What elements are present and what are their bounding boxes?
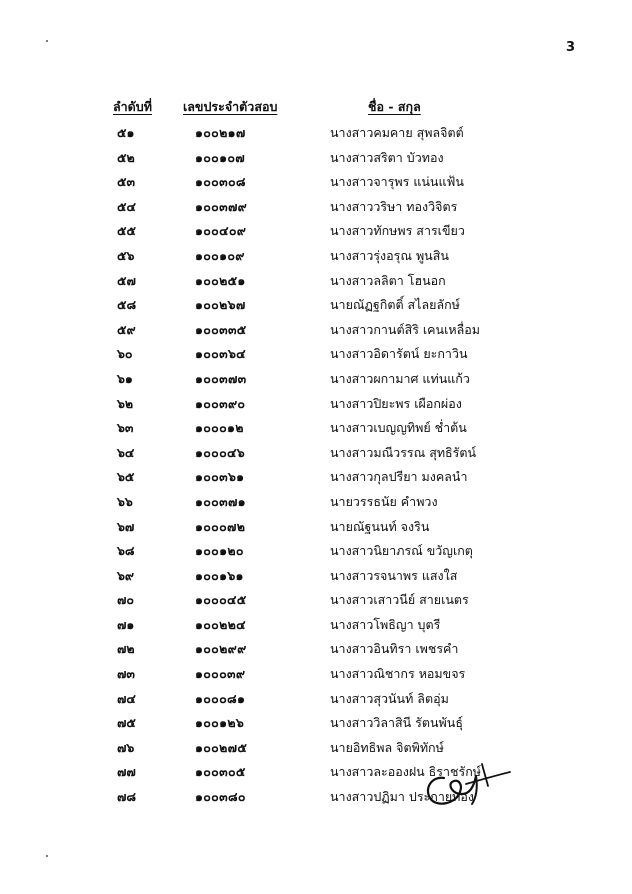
header-full-name: ชื่อ - สกุล bbox=[368, 99, 421, 114]
row-exam-id: ๑๐๐๐๔๕ bbox=[195, 592, 247, 608]
row-exam-id: ๑๐๐๐๑๒ bbox=[195, 420, 244, 436]
row-sequence: ๗๔ bbox=[117, 690, 136, 706]
row-exam-id: ๑๐๐๐๗๒ bbox=[195, 518, 246, 534]
row-sequence: ๕๑ bbox=[117, 125, 135, 140]
row-full-name: นางสาวรุ่งอรุณ พูนสิน bbox=[330, 247, 449, 263]
table-row bbox=[0, 587, 632, 612]
table-row bbox=[0, 169, 632, 194]
table-row bbox=[0, 661, 632, 686]
row-sequence: ๗๕ bbox=[117, 715, 136, 731]
row-sequence: ๖๘ bbox=[117, 543, 135, 559]
row-sequence: ๕๙ bbox=[117, 321, 136, 337]
table-row bbox=[0, 636, 632, 661]
row-exam-id: ๑๐๐๐๓๙ bbox=[195, 666, 246, 682]
row-sequence: ๖๙ bbox=[117, 567, 135, 583]
row-full-name: นางสาวลลิตา โฮนอก bbox=[330, 272, 446, 288]
table-row bbox=[0, 686, 632, 711]
row-full-name: นางสาววิลาสินี รัตนพันธุ์ bbox=[330, 715, 463, 731]
table-row bbox=[0, 366, 632, 391]
row-sequence: ๕๓ bbox=[117, 174, 136, 190]
row-sequence: ๖๕ bbox=[117, 469, 135, 485]
row-exam-id: ๑๐๐๔๐๙ bbox=[195, 223, 247, 239]
table-row bbox=[0, 710, 632, 735]
table-row bbox=[0, 243, 632, 268]
row-sequence: ๖๓ bbox=[117, 420, 134, 436]
row-sequence: ๗๗ bbox=[117, 764, 136, 780]
row-full-name: นางสาวเสาวนีย์ สายเนตร bbox=[330, 592, 469, 608]
table-row bbox=[0, 489, 632, 514]
row-exam-id: ๑๐๐๑๒๐ bbox=[195, 543, 244, 559]
row-sequence: ๗๘ bbox=[117, 789, 137, 805]
row-exam-id: ๑๐๐๓๗๙ bbox=[195, 198, 248, 214]
table-row bbox=[0, 292, 632, 317]
table-row bbox=[0, 464, 632, 489]
row-sequence: ๕๕ bbox=[117, 223, 136, 239]
row-sequence: ๗๓ bbox=[117, 666, 135, 682]
row-exam-id: ๑๐๐๓๐๕ bbox=[195, 764, 246, 780]
row-full-name: นางสาวเบญญทิพย์ ช่ำต้น bbox=[330, 420, 467, 436]
row-full-name: นางสาวอินทิรา เพชรคำ bbox=[330, 641, 459, 657]
row-sequence: ๗๖ bbox=[117, 739, 135, 755]
row-full-name: นางสาวมณีวรรณ สุทธิรัตน์ bbox=[330, 444, 477, 460]
row-full-name: นางสาวทักษพร สารเขียว bbox=[330, 223, 465, 239]
row-exam-id: ๑๐๐๓๐๘ bbox=[195, 174, 246, 190]
row-exam-id: ๑๐๐๒๙๙ bbox=[195, 641, 247, 657]
row-sequence: ๕๗ bbox=[117, 272, 136, 288]
row-full-name: นางสาวกานต์สิริ เคนเหลื่อม bbox=[330, 321, 480, 337]
table-row bbox=[0, 317, 632, 342]
page-number: 3 bbox=[566, 40, 576, 55]
row-sequence: ๕๔ bbox=[117, 198, 136, 214]
table-row bbox=[0, 218, 632, 243]
row-exam-id: ๑๐๐๑๐๙ bbox=[195, 247, 245, 263]
table-row bbox=[0, 759, 632, 784]
table-row bbox=[0, 415, 632, 440]
row-sequence: ๖๗ bbox=[117, 518, 135, 534]
row-sequence: ๖๒ bbox=[117, 395, 134, 411]
row-exam-id: ๑๐๐๐๘๑ bbox=[195, 690, 246, 706]
scan-speck bbox=[46, 40, 48, 42]
row-sequence: ๖๐ bbox=[117, 346, 133, 362]
table-header bbox=[0, 97, 632, 117]
row-exam-id: ๑๐๐๓๙๐ bbox=[195, 395, 246, 411]
candidate-list bbox=[0, 120, 632, 809]
row-full-name: นางสาวละอองฝน ธิราชรักษ์ bbox=[330, 764, 482, 780]
row-full-name: นางสาวปิยะพร เผือกผ่อง bbox=[330, 395, 462, 411]
table-row bbox=[0, 612, 632, 637]
row-sequence: ๕๒ bbox=[117, 149, 135, 165]
row-exam-id: ๑๐๐๒๒๔ bbox=[195, 616, 246, 632]
table-row bbox=[0, 145, 632, 170]
table-row bbox=[0, 341, 632, 366]
signature-icon bbox=[422, 758, 514, 810]
row-exam-id: ๑๐๐๒๖๗ bbox=[195, 297, 246, 313]
row-exam-id: ๑๐๐๓๖๔ bbox=[195, 346, 246, 362]
row-full-name: นางสาวสริตา บัวทอง bbox=[330, 149, 444, 165]
row-full-name: นางสาวสุวนันท์ ลิตอุ่ม bbox=[330, 690, 449, 706]
row-full-name: นางสาววริษา ทองวิจิตร bbox=[330, 198, 458, 214]
row-full-name: นางสาวคมคาย สุพลจิตต์ bbox=[330, 125, 464, 140]
row-sequence: ๗๒ bbox=[117, 641, 135, 657]
row-exam-id: ๑๐๐๓๘๐ bbox=[195, 789, 246, 805]
row-sequence: ๗๐ bbox=[117, 592, 135, 608]
table-row bbox=[0, 120, 632, 145]
scan-speck bbox=[46, 855, 48, 857]
row-full-name: นางสาวจารุพร แน่นแฟ้น bbox=[330, 174, 464, 190]
row-full-name: นางสาวโพธิญา บุตรี bbox=[330, 616, 441, 632]
row-exam-id: ๑๐๐๒๗๕ bbox=[195, 739, 248, 755]
table-row bbox=[0, 563, 632, 588]
row-exam-id: ๑๐๐๓๗๓ bbox=[195, 370, 247, 386]
row-full-name: นายณัฏฐกิตติ์ สไลยลักษ์ bbox=[330, 297, 460, 313]
row-full-name: นางสาวนิยาภรณ์ ขวัญเกตุ bbox=[330, 543, 473, 559]
table-row bbox=[0, 194, 632, 219]
row-exam-id: ๑๐๐๓๗๑ bbox=[195, 493, 246, 509]
row-exam-id: ๑๐๐๒๑๗ bbox=[195, 125, 246, 140]
row-full-name: นางสาวปฏิมา ประกายทอง bbox=[330, 789, 475, 805]
row-full-name: นางสาวกุลปรียา มงคลนำ bbox=[330, 469, 468, 485]
row-full-name: นางสาวรจนาพร แสงใส bbox=[330, 567, 458, 583]
row-sequence: ๗๑ bbox=[117, 616, 135, 632]
row-sequence: ๕๘ bbox=[117, 297, 137, 313]
table-row bbox=[0, 735, 632, 760]
row-full-name: นางสาวณิชากร หอมขจร bbox=[330, 666, 466, 682]
row-full-name: นายวรรธนัย คำพวง bbox=[330, 493, 438, 509]
row-exam-id: ๑๐๐๒๕๑ bbox=[195, 272, 246, 288]
row-exam-id: ๑๐๐๑๒๖ bbox=[195, 715, 245, 731]
row-exam-id: ๑๐๐๓๖๑ bbox=[195, 469, 245, 485]
row-sequence: ๖๔ bbox=[117, 444, 135, 460]
table-row bbox=[0, 440, 632, 465]
row-full-name: นางสาวผกามาศ แท่นแก้ว bbox=[330, 370, 470, 386]
row-full-name: นายอิทธิพล จิตพิทักษ์ bbox=[330, 739, 444, 755]
table-row bbox=[0, 268, 632, 293]
row-full-name: นายณัฐนนท์ จงริน bbox=[330, 518, 430, 534]
header-exam-id: เลขประจำตัวสอบ bbox=[183, 99, 278, 114]
row-exam-id: ๑๐๐๑๖๑ bbox=[195, 567, 244, 583]
row-exam-id: ๑๐๐๓๓๕ bbox=[195, 321, 247, 337]
table-row bbox=[0, 538, 632, 563]
row-sequence: ๖๖ bbox=[117, 493, 133, 509]
row-sequence: ๕๖ bbox=[117, 247, 135, 263]
row-exam-id: ๑๐๐๑๐๗ bbox=[195, 149, 245, 165]
table-row bbox=[0, 514, 632, 539]
row-sequence: ๖๑ bbox=[117, 370, 133, 386]
row-exam-id: ๑๐๐๐๔๖ bbox=[195, 444, 246, 460]
table-row bbox=[0, 784, 632, 809]
header-sequence: ลำดับที่ bbox=[113, 99, 152, 114]
table-row bbox=[0, 391, 632, 416]
row-full-name: นางสาวอิดารัตน์ ยะกาวิน bbox=[330, 346, 468, 362]
